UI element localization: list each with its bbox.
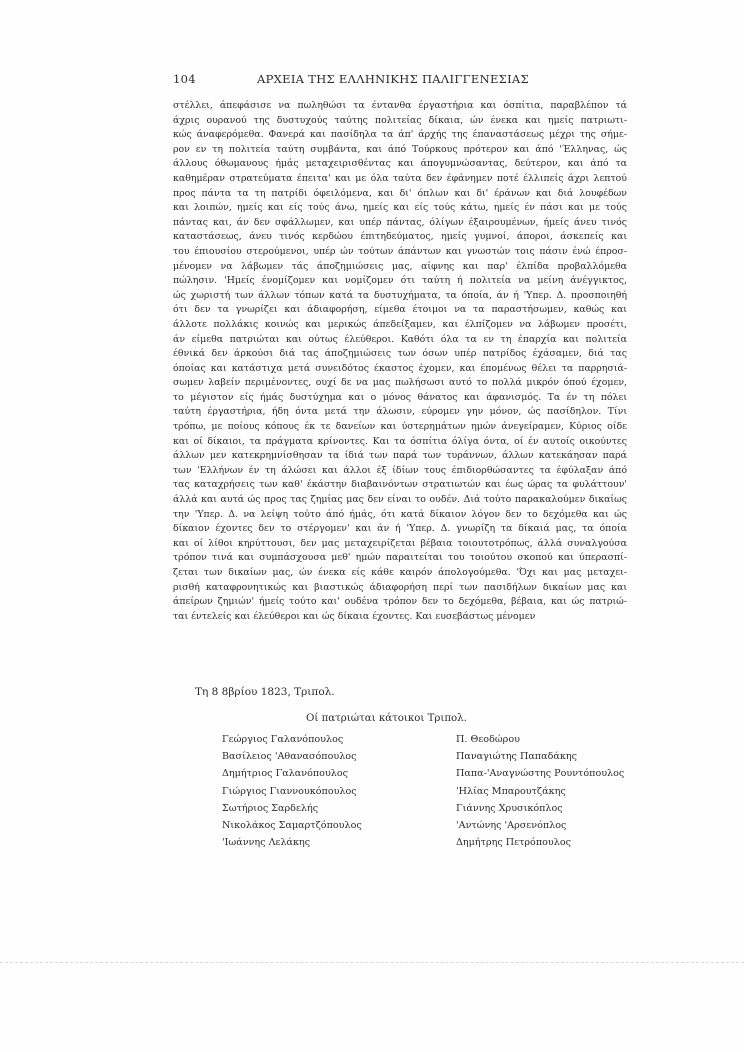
signatory-name: Βασίλειος 'Αθανασόπουλος (222, 751, 357, 763)
body-line: σωμεν λαβείν περιμένοντες, ουχί δε να μας πωλήσωσι αυτό το πολλά μικρόν όπού έχομεν, (173, 377, 627, 389)
signatory-name: 'Αντώνης 'Αρσενόπλος (456, 820, 567, 832)
signatures-heading: Οί πατριώται κάτοικοι Τριπολ. (306, 713, 467, 724)
body-line: του έπιουσίου στερούμενοι, υπέρ ών τούτων άπάντων και γνωστών τοις πάσιν ένώ έπροσ- (173, 245, 627, 257)
body-line: κώς άναφερόμεθα. Φανερά και πασίδηλα τα άπ' άρχής της έπαναστάσεως μέχρι της σήμε- (173, 129, 627, 141)
body-line: άλλων μεν κατεκρημνίσθησαν τα ίδιά των παρά των τυράννων, άλλων κατεκάησαν παρά (173, 450, 627, 462)
body-line: άν είμεθα πατριώται και ούτως έλεύθεροι. Καθότι όλα τα εν τη έπαρχία και πολιτεία (173, 333, 627, 345)
page-header (173, 72, 623, 88)
body-line: άλλους όθωμανους ήμάς μεταχειρισθέντας και άπογυμνώσαντας, δεύτερον, και άπό τα (173, 158, 627, 170)
scan-edge-line (0, 962, 744, 964)
body-line: των 'Ελλήνων έν τη άλώσει και άλλοι έξ ίδίων τους έπιδιορθώσαντες τα έφύλαξαν άπό (173, 464, 627, 476)
body-line: ζεται των δικαίων μας, ών ένεκα είς κάθε καιρόν άπολογούμεθα. 'Όχι και μας μεταχει- (173, 567, 627, 578)
running-title: ΑΡΧΕΙΑ ΤΗΣ ΕΛΛΗΝΙΚΗΣ ΠΑΛΙΓΓΕΝΕΣΙΑΣ (257, 72, 529, 86)
body-line: άλλά και αυτά ώς προς τας ζημίας μας δεν είναι το ουδέν. Διά τούτο παρακαλούμεν δικαίως (173, 494, 627, 506)
body-line: μένομεν να λάβωμεν τάς άποζημιώσεις μας, αίφνης και παρ' έλπίδα προβαλλόμεθα (173, 260, 627, 272)
body-line: και οί λίθοι κηρύττουσι, δεν μας μεταχειρίζεται βέβαια τοιουτοτρόπως, άλλά συναλγούσα (173, 537, 627, 549)
body-line: τας καταχρήσεις των καθ' έκάστην διαβαινόντων στρατιωτών και έως ώρας τα φυλάττουν' (173, 479, 627, 491)
signatory-name: Δημήτρης Πετρόπουλος (456, 837, 571, 849)
body-line: δίκαιον έχοντες δεν το στέργομεν' και άν ή 'Υπερ. Δ. γνωρίζη τα δίκαιά μας, τα όποία (173, 523, 627, 535)
body-line: πώλησιν. 'Ημείς ένομίζομεν και νομίζομεν ότι ταύτη ή πολιτεία να μείνη άνέγγικτος, (173, 275, 627, 287)
body-line: ται έντελείς και έλεύθεροι και ώς δίκαια έχοντες. Και ευσεβάστως μένομεν (173, 610, 536, 622)
signatory-name: Νικολάκος Σαμαρτζόπουλος (222, 820, 362, 832)
body-line: τρόπον τινά και συμπάσχουσα μεθ' ημών παραιτείται του τοιούτου σκοπού και ύπερασπί- (173, 552, 627, 564)
body-line: άλλοτε πολλάκις κοινώς και μερικώς άπεδείξαμεν, και έλπίζομεν να λάβωμεν προσέτι, (173, 318, 627, 330)
body-line: και λοιπών, ημείς και είς τούς άνω, ημείς και είς τούς κάτω, ημείς έν πάσι και με τούς (173, 202, 627, 214)
signatures-left-column (222, 731, 362, 851)
body-line: ρον εν τη πολιτεία ταύτη συμβάντα, και άπό Τούρκους πρότερον και άπό 'Έλληνας, ώς (173, 143, 627, 155)
body-line: έθνικά δεν άρκούσι διά τας άποζημιώσεις των όσων υπέρ πατρίδος έχάσαμεν, διά τας (173, 348, 627, 360)
signatory-name: Παναγιώτης Παπαδάκης (456, 751, 577, 763)
signatures-right-column (456, 731, 624, 851)
signatory-name: Δημήτριος Γαλανόπουλος (222, 768, 349, 780)
signatory-name: Παπα-'Αναγνώστης Ρουντόπουλος (456, 768, 625, 780)
page-number: 104 (173, 72, 196, 86)
body-line: πάντας και, άν δεν σφάλλωμεν, και υπέρ πάντας, όλίγων έξαιρουμένων, ήμείς άνευ τινός (173, 216, 627, 228)
signatory-name: Π. Θεοδώρου (456, 734, 520, 745)
signatory-name: Γιώργιος Γιαννουκόπουλος (222, 785, 357, 797)
body-line: την 'Υπερ. Δ. να λείψη τούτο άπό ήμάς, ότι κατά δίκαιον λόγον δεν το δεχόμεθα και ώς (173, 508, 627, 520)
body-line: άχρις ουρανού της δυστυχούς ταύτης πολιτείας δίκαια, ών ένεκα και ημείς πατριωτι- (173, 114, 627, 126)
body-line: και οί δίκαιοι, τα πράγματα κρίνοντες. Και τα όσπίτια όλίγα όντα, οί έν αυτοίς οικούντες (173, 435, 627, 447)
signatory-name: 'Ιωάννης Λελάκης (222, 837, 311, 849)
body-line: καθημέραν στρατεύματα έπειτα' και με όλα ταύτα δεν έφάνημεν ποτέ έλλιπείς άχρι λεπτού (173, 172, 627, 184)
body-line: ταύτη έργαστήρια, ήδη όντα μετά την άλωσιν, εύρομεν γην μόνον, ώς πασίδηλον. Τίνι (173, 406, 627, 418)
body-line: ώς χωριστή των άλλων τόπων κατά τα δυστυχήματα, τα όποία, άν ή 'Υπερ. Δ. προσποιηθή (173, 289, 627, 301)
body-line: τρόπω, με ποίους κόπους έκ τε δανείων και ύστερημάτων ημών άνεγείραμεν, Κύριος οίδε (173, 421, 627, 433)
body-line: προς πάντα τα τη πατρίδι όφειλόμενα, και δι' όπλων και δι' έράνων και διά λουφέδων (173, 187, 627, 199)
signatory-name: 'Ηλίας Μπαρουτζάκης (456, 785, 566, 797)
body-line: όποίας και κατάστιχα μετά συνειδότος έκαστος έχομεν, και έπομένως θέλει τα παρρησιά- (173, 362, 627, 374)
body-text (173, 99, 627, 624)
body-line: ότι δεν τα γνωρίζει και άδιαφορήση, είμεθα έτοιμοι να τα παραστήσωμεν, καθώς και (173, 304, 627, 316)
signatory-name: Σωτήριος Σαρδελής (222, 802, 319, 814)
dateline: Τη 8 8βρίου 1823, Τριπολ. (195, 686, 335, 698)
body-line: καταστάσεως, άνευ τινός κερδώου έπιτηδεύματος, ημείς γυμνοί, άποροι, άσκεπείς και (173, 231, 627, 243)
body-line: το μέγιστον είς ήμάς δυστύχημα και ο μόνος θάνατος και άφανισμός. Τα έν τη πόλει (173, 391, 627, 403)
body-line: στέλλει, άπεφάσισε να πωληθώσι τα έντανθα έργαστήρια και όσπίτια, παραβλέπον τά (173, 100, 627, 111)
body-line: άπείρων ζημιών' ήμείς τούτο και' ουδένα τρόπον δεν το δεχόμεθα, βέβαια, και ώς πατριώ- (173, 596, 627, 608)
body-line: ρισθή καταφρονητικώς και βιαστικώς άδιαφορήση περί των πασιδήλων δικαίων μας και (173, 581, 627, 593)
signatory-name: Γιάννης Χρυσικόπλος (456, 802, 563, 814)
signatory-name: Γεώργιος Γαλανόπουλος (222, 734, 344, 745)
